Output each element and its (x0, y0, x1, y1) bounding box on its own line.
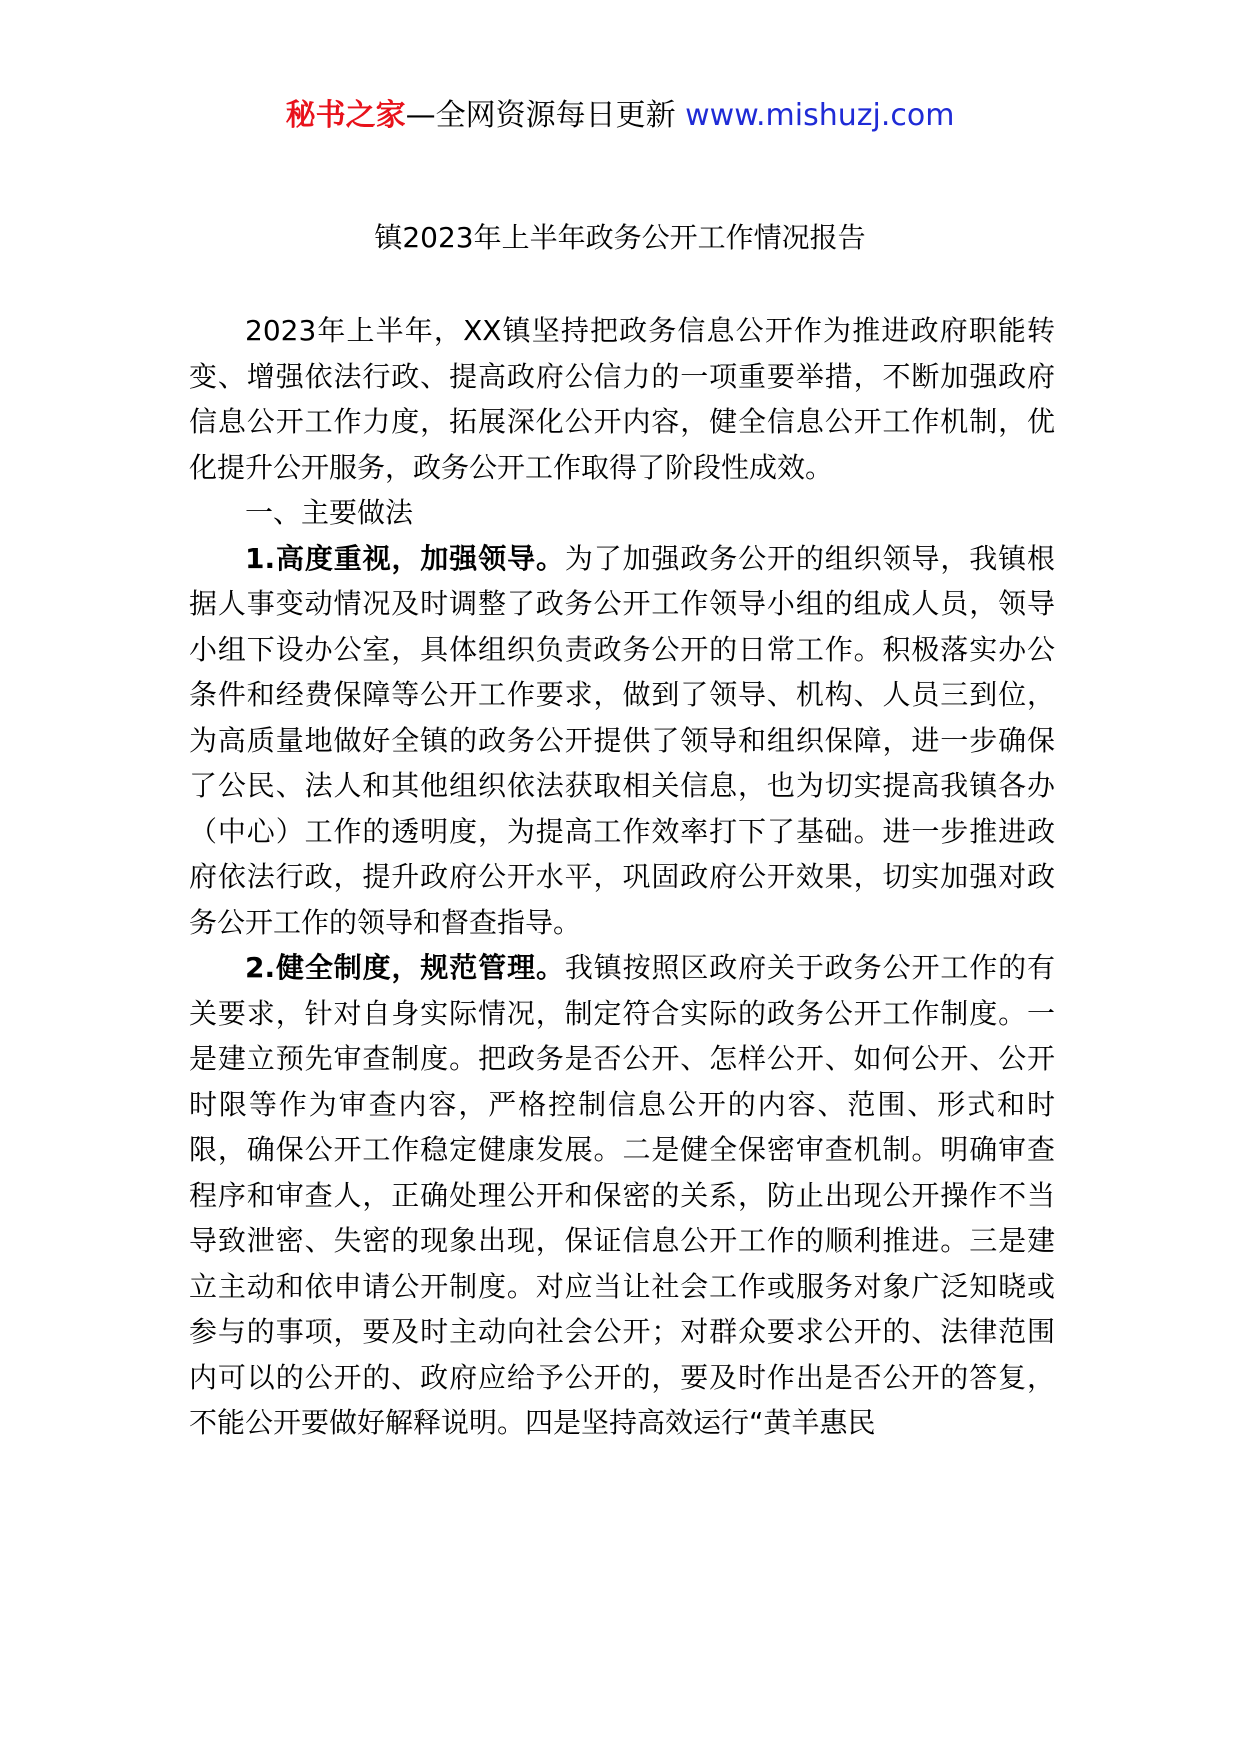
item-1-paragraph (189, 536, 1055, 946)
document-body (189, 308, 1055, 1446)
site-banner (0, 96, 1240, 136)
item-2-body: 我镇按照区政府关于政务公开工作的有关要求，针对自身实际情况，制定符合实际的政务公开工作制度。一是建立预先审查制度。把政务是否公开、怎样公开、如何公开、公开时限等作为审查内容，严格控制信息公开的内容、范围、形式和时限，确保公开工作稳定健康发展。二是健全保密审查机制。明确审查程序和审查人，正确处理公开和保密的关系，防止出现公开操作不当导致泄密、失密的现象出现，保证信息公开工作的顺利推进。三是建立主动和依申请公开制度。对应当让社会工作或服务对象广泛知晓或参与的事项，要及时主动向社会公开；对群众要求公开的、法律范围内可以的公开的、政府应给予公开的，要及时作出是否公开的答复，不能公开要做好解释说明。四是坚持高效运行“黄羊惠民 (189, 951, 1055, 1439)
section-heading: 一、主要做法 (245, 496, 414, 529)
item-1-lead: 1.高度重视，加强领导。 (245, 541, 565, 575)
item-2-paragraph (189, 945, 1055, 1446)
item-2-lead: 2.健全制度，规范管理。 (245, 951, 565, 984)
item-1-body: 为了加强政务公开的组织领导，我镇根据人事变动情况及时调整了政务公开工作领导小组的组成人员，领导小组下设办公室，具体组织负责政务公开的日常工作。积极落实办公条件和经费保障等公开工作要求，做到了领导、机构、人员三到位，为高质量地做好全镇的政务公开提供了领导和组织保障，进一步确保了公民、法人和其他组织依法获取相关信息，也为切实提高我镇各办（中心）工作的透明度，为提高工作效率打下了基础。进一步推进政府依法行政，提升政府公开水平，巩固政府公开效果，切实加强对政务公开工作的领导和督查指导。 (189, 541, 1055, 939)
intro-paragraph: 2023年上半年，XX镇坚持把政务信息公开作为推进政府职能转变、增强依法行政、提高政府公信力的一项重要举措，不断加强政府信息公开工作力度，拓展深化公开内容，健全信息公开工作机制，优化提升公开服务，政务公开工作取得了阶段性成效。 (189, 314, 1055, 484)
banner-tagline: —全网资源每日更新 (405, 98, 686, 133)
site-url-link[interactable]: www.mishuzj.com (685, 98, 955, 133)
brand-name: 秘书之家 (285, 98, 406, 133)
document-title: 镇2023年上半年政务公开工作情况报告 (374, 221, 866, 254)
